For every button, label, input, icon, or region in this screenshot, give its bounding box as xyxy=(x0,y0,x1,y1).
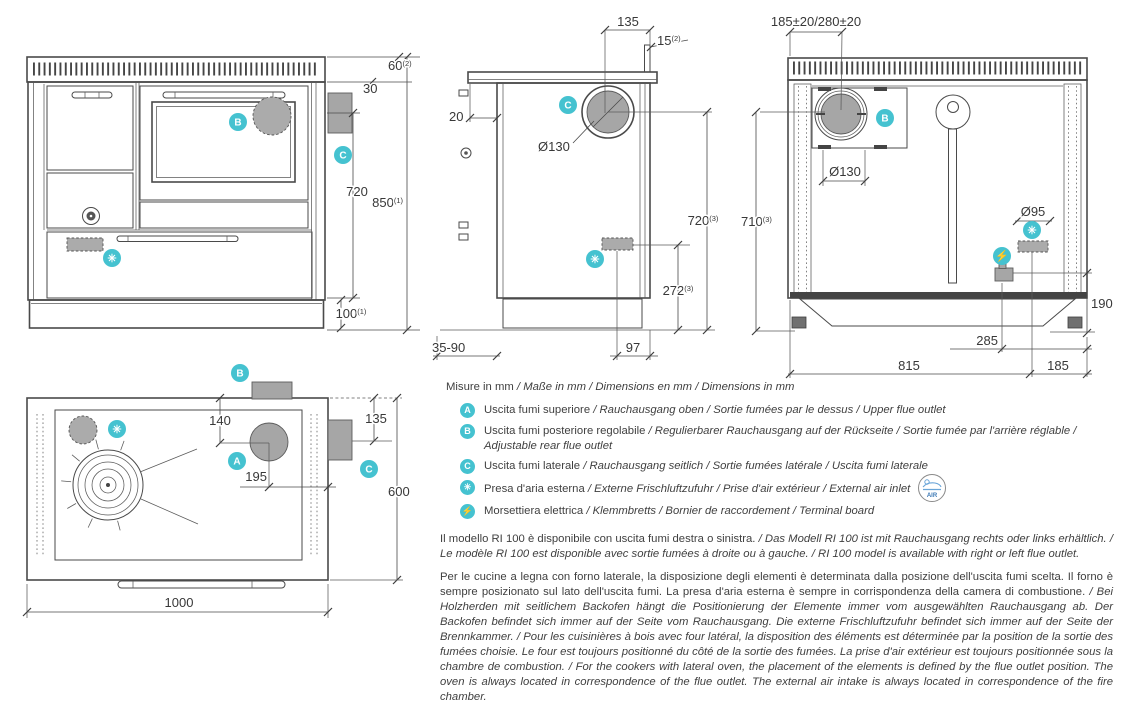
dim-rear-185: 185 xyxy=(1047,358,1069,373)
svg-text:B: B xyxy=(234,117,242,129)
external-air-ghost-top xyxy=(69,416,97,444)
dim-top-140: 140 xyxy=(209,413,231,428)
svg-text:C: C xyxy=(564,100,572,112)
svg-text:B: B xyxy=(881,113,889,125)
marker-air-side xyxy=(586,250,604,268)
legend-a-regular: Uscita fumi superiore xyxy=(484,404,591,416)
svg-text:C: C xyxy=(339,150,347,162)
marker-b-rear xyxy=(876,109,894,127)
marker-air-rear xyxy=(1023,221,1041,239)
external-air-inlet-side xyxy=(602,238,633,250)
dim-side-272: 272$^{(3)}$ xyxy=(662,283,694,298)
marker-c-top xyxy=(360,460,378,478)
handle-rail-top xyxy=(118,581,285,588)
svg-text:✳: ✳ xyxy=(112,424,122,436)
terminal-board xyxy=(995,264,1013,282)
foot-right xyxy=(1068,317,1082,328)
foot-left xyxy=(792,317,806,328)
side-flue-box-top xyxy=(328,420,352,460)
svg-text:AIR: AIR xyxy=(927,493,938,499)
paragraph-availability xyxy=(440,532,1113,562)
dim-rear-815: 815 xyxy=(898,358,920,373)
legend-b-regular: Uscita fumi posteriore regolabile xyxy=(484,425,646,437)
legend-item-elec xyxy=(460,504,1113,519)
dim-top-195: 195 xyxy=(245,469,267,484)
side-flue-outlet xyxy=(573,86,634,143)
air-control-knob xyxy=(83,208,100,225)
legend-c-italic: / Rauchausgang seitlich / Sortie fumées latérale / Uscita fumi laterale xyxy=(580,460,928,472)
rear-flue-ghost xyxy=(253,97,291,135)
legend-c-regular: Uscita fumi laterale xyxy=(484,460,581,472)
legend-elec-italic: / Klemmbretts / Bornier de raccordement / Terminal board xyxy=(583,505,875,517)
paragraph-layout-note xyxy=(440,570,1113,701)
legend-marker-a: A xyxy=(460,403,475,418)
svg-text:✳: ✳ xyxy=(1027,225,1037,237)
dim-front-720: 720 xyxy=(346,184,368,199)
marker-a-top xyxy=(228,452,246,470)
legend-item-c xyxy=(460,459,1113,474)
dim-rear-710: 710$^{(3)}$ xyxy=(741,214,772,229)
dim-side-15: 15$^{(2)}$ xyxy=(657,33,681,48)
marker-c-side xyxy=(559,96,577,114)
dim-side-97: 97 xyxy=(625,340,641,355)
legend-air-italic: / Externe Frischluftzufuhr / Prise d'air extérieur / External air inlet xyxy=(584,482,911,495)
svg-text:C: C xyxy=(365,464,373,476)
marker-c-front xyxy=(334,146,352,164)
legend-elec-regular: Morsettiera elettrica xyxy=(484,505,584,517)
svg-text:⚡: ⚡ xyxy=(995,250,1009,263)
svg-text:B: B xyxy=(236,368,244,380)
dim-front-100: 100$^{(1)}$ xyxy=(335,306,367,321)
legend-text-elec xyxy=(484,504,874,519)
marker-b-top xyxy=(231,364,249,382)
legend-text-air xyxy=(484,480,948,498)
dim-rear-285: 285 xyxy=(976,333,998,348)
dim-side-3590: 35-90 xyxy=(432,340,466,355)
dim-rear-d95: Ø95 xyxy=(1020,204,1046,219)
dim-front-60: 60$^{(2)}$ xyxy=(388,58,412,73)
dim-side-20: 20 xyxy=(449,109,464,124)
marker-air-top xyxy=(108,420,126,438)
svg-text:✳: ✳ xyxy=(107,253,117,265)
dim-rear-185-280: 185±20/280±20 xyxy=(770,14,862,29)
legend-air-regular: Presa d'aria esterna xyxy=(484,482,585,495)
plinth-front xyxy=(30,300,324,328)
cooking-rings xyxy=(61,440,198,531)
dim-top-135: 135 xyxy=(365,411,387,426)
text-column xyxy=(440,380,1113,701)
legend-item-a xyxy=(460,403,1113,418)
legend-item-b xyxy=(460,424,1113,453)
marker-elec-rear xyxy=(993,247,1011,265)
para2-italic: / Bei Holzherden mit seitlichem Backofen hängt die Positionierung der Elemente immer vom ausgewählten Rauchausgang ab. Der Backofen befindet sich immer auf der Seite vom Rauchausgang. Die externe Frischluftzufuhr befindet sich immer auf der Seite der Brennkammer. / Pour les cuisinières à bois avec four latéral, la disposition des éléments est déterminée par la position de la sortie des fumées choisie. Le four est toujours positionné du côté de la sortie des fumées. La prise d'air extérieur est toujours positionnée sous la chambre de combustion. / For the cookers with lateral oven, the placement of the elements is defined by the flue outlet position. The oven is always located in correspondence of the flue outlet. The external air intake is always located in correspondence of the fire chamber. xyxy=(440,586,1114,701)
legend-marker-b: B xyxy=(460,424,475,439)
top-view xyxy=(23,364,410,618)
front-view xyxy=(27,53,420,334)
units-italic: / Maße in mm / Dimensions en mm / Dimensions in mm xyxy=(513,381,795,393)
dim-side-720: 720$^{(3)}$ xyxy=(687,213,719,228)
dim-rear-d130: Ø130 xyxy=(829,164,861,179)
para2-regular: Per le cucine a legna con forno laterale, la disposizione degli elementi è determinata dalla posizione dell'uscita fumi scelta. Il forno è sempre posizionato sul lato dell'uscita fumi. La presa d'aria esterna è sempre in corrispondenza della camera di combustione. xyxy=(440,571,1113,598)
legend-marker-elec: ⚡ xyxy=(460,504,475,519)
legend-marker-air: ✳ xyxy=(460,480,475,495)
legend-marker-c: C xyxy=(460,459,475,474)
marker-air-front xyxy=(103,249,121,267)
legend-item-air xyxy=(460,480,1113,498)
dim-side-135: 135 xyxy=(617,14,639,29)
legend-a-italic: / Rauchausgang oben / Sortie fumées par le dessus / Upper flue outlet xyxy=(590,404,946,416)
dim-front-30: 30 xyxy=(363,81,378,96)
plinth-rear xyxy=(800,299,1075,326)
dim-rear-190: 190 xyxy=(1091,296,1113,311)
units-regular: Misure in mm xyxy=(446,381,514,393)
side-view xyxy=(432,14,719,360)
para1-regular: Il modello RI 100 è disponibile con uscita fumi destra o sinistra. xyxy=(440,533,756,545)
svg-text:✳: ✳ xyxy=(590,254,600,266)
marker-b-front xyxy=(229,113,247,131)
para1-italic: / Das Modell RI 100 ist mit Rauchausgang rechts oder links erhältlich. / Le modèle RI 100 est disponible avec sortie fumées à droite ou à gauche. / RI 100 model is available with right or left flue outlet. xyxy=(440,533,1113,560)
dim-front-850: 850$^{(1)}$ xyxy=(372,195,403,210)
legend-text-a xyxy=(484,403,946,418)
svg-text:A: A xyxy=(233,456,241,468)
legend-text-b xyxy=(484,424,1113,453)
units-line xyxy=(446,380,1113,394)
rear-view xyxy=(741,14,1113,378)
dim-top-1000: 1000 xyxy=(164,595,194,610)
dim-side-d130: Ø130 xyxy=(538,139,570,154)
legend-text-c xyxy=(484,459,928,474)
rear-flue-box-top xyxy=(252,382,292,399)
external-air-inlet-rear xyxy=(1018,241,1048,252)
plinth-side xyxy=(503,299,642,328)
dim-top-600: 600 xyxy=(388,484,410,499)
external-air-inlet-front xyxy=(67,238,103,251)
firebox-door xyxy=(47,86,133,170)
external-air-badge-icon xyxy=(916,472,948,504)
damper-rod xyxy=(936,95,970,283)
legend-b-italic: / Regulierbarer Rauchausgang auf der Rückseite / Sortie fumée par l'arrière réglable / Adjustable rear flue outlet xyxy=(484,425,1077,452)
